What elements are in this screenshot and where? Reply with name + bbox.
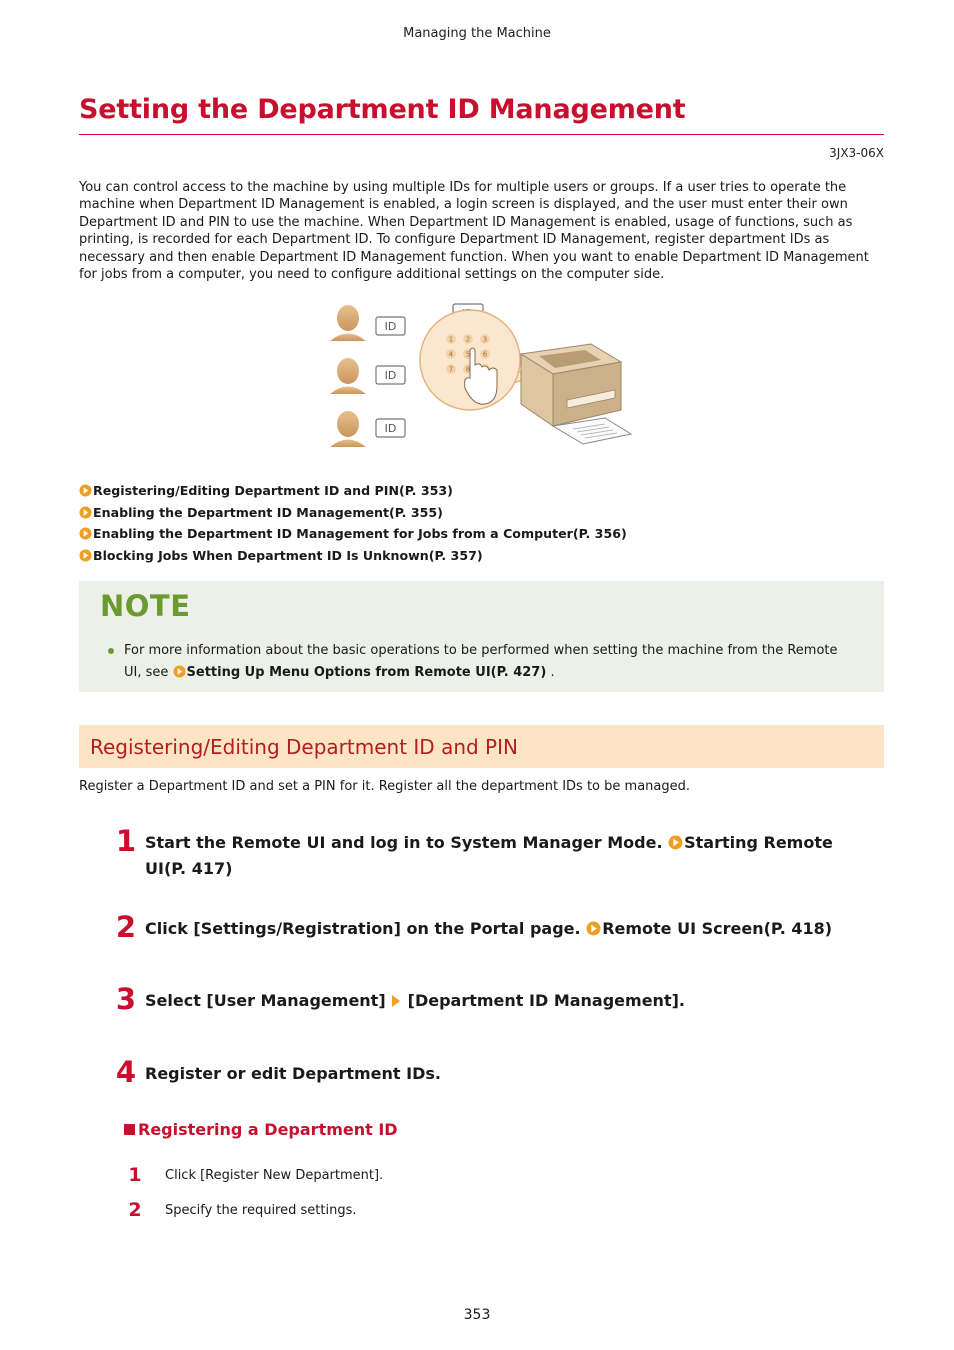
link-label[interactable]: Registering/Editing Department ID and PIN(P. 353) [93, 483, 453, 499]
note-link-remote-ui-menu[interactable]: Setting Up Menu Options from Remote UI(P. 427) [186, 665, 547, 680]
note-body: For more information about the basic operations to be performed when setting the machine from the Remote UI, see [124, 643, 838, 680]
id-badge-label: ID [384, 422, 397, 435]
document-id: 3JX3-06X [829, 146, 884, 160]
department-id-illustration [325, 298, 635, 453]
note-trailing: . [550, 665, 555, 680]
link-label[interactable]: Enabling the Department ID Management(P. 355) [93, 504, 443, 520]
step-text [145, 830, 835, 882]
link-arrow-icon [173, 665, 186, 678]
subsection-heading [124, 1120, 398, 1139]
link-blocking-jobs[interactable] [79, 545, 627, 567]
subsection-title: Registering a Department ID [138, 1120, 398, 1139]
link-label[interactable]: Enabling the Department ID Management for Jobs from a Computer(P. 356) [93, 526, 627, 542]
link-arrow-icon [586, 921, 601, 936]
link-arrow-icon [79, 527, 92, 540]
square-bullet-icon [124, 1124, 135, 1135]
step-text [145, 988, 835, 1014]
bullet-icon [108, 648, 114, 654]
note-text [124, 640, 844, 684]
note-title: NOTE [100, 589, 191, 623]
link-registering-department-id[interactable] [79, 480, 627, 502]
running-header: Managing the Machine [403, 26, 551, 41]
step-text: Register or edit Department IDs. [145, 1064, 441, 1083]
step-text [145, 916, 835, 942]
step-number: 3 [115, 982, 137, 1016]
svg-text:8: 8 [465, 365, 471, 374]
step-number: 4 [115, 1055, 137, 1089]
link-enabling-jobs-from-computer[interactable] [79, 523, 627, 545]
step-number: 2 [115, 910, 137, 944]
svg-text:2: 2 [465, 335, 471, 344]
link-label[interactable]: Blocking Jobs When Department ID Is Unknown(P. 357) [93, 547, 483, 563]
menu-path-arrow-icon [392, 995, 400, 1007]
svg-text:3: 3 [482, 335, 488, 344]
svg-text:4: 4 [448, 350, 454, 359]
id-badge-icon [376, 317, 405, 335]
note-box [79, 581, 884, 692]
section-band [79, 725, 884, 768]
link-arrow-icon [668, 835, 683, 850]
link-enabling-department-id[interactable] [79, 502, 627, 524]
link-arrow-icon [79, 484, 92, 497]
svg-text:6: 6 [482, 350, 488, 359]
printer-icon [521, 344, 631, 444]
substep-number: 2 [128, 1199, 142, 1221]
user-icon [330, 411, 366, 447]
page-number: 353 [463, 1307, 491, 1323]
substep-text: Click [Register New Department]. [165, 1168, 384, 1183]
link-arrow-icon [79, 549, 92, 562]
svg-text:1: 1 [448, 335, 454, 344]
substep-number: 1 [128, 1164, 142, 1186]
cross-reference-links [79, 480, 627, 566]
keypad-bubble-icon [420, 310, 533, 410]
svg-text:5: 5 [465, 350, 471, 359]
id-badge-label: ID [384, 369, 397, 382]
svg-text:7: 7 [448, 365, 454, 374]
id-badge-label: ID [384, 320, 397, 333]
page-title: Setting the Department ID Management [79, 94, 686, 125]
section-heading: Registering/Editing Department ID and PIN [90, 735, 518, 759]
step-number: 1 [115, 824, 137, 858]
user-icon [330, 358, 366, 394]
section-intro: Register a Department ID and set a PIN for it. Register all the department IDs to be managed. [79, 779, 690, 794]
intro-paragraph: You can control access to the machine by using multiple IDs for multiple users or groups. If a user tries to operate the machine when Department ID Management is enabled, a login screen is displayed, and the user must enter their own Department ID and PIN to use the machine. When Department ID Management is enabled, usage of functions, such as printing, is recorded for each Department ID. To configure Department ID Management, register department IDs as necessary and then enable Department ID Management function. When you want to enable Department ID Management for jobs from a computer, you need to configure additional settings on the computer side. [79, 180, 869, 283]
title-divider [79, 134, 884, 135]
id-badge-icon [376, 366, 405, 384]
id-badge-icon [376, 419, 405, 437]
step-instruction: Start the Remote UI and log in to System Manager Mode. [145, 833, 663, 852]
step-link-starting-remote-ui[interactable]: Starting Remote UI(P. 417) [145, 833, 833, 878]
step-link-remote-ui-screen[interactable]: Remote UI Screen(P. 418) [602, 919, 833, 938]
user-icon [330, 305, 366, 341]
substep-text: Specify the required settings. [165, 1203, 357, 1218]
step-instruction: Click [Settings/Registration] on the Portal page. [145, 919, 581, 938]
link-arrow-icon [79, 506, 92, 519]
step-instruction: Select [User Management] [145, 991, 386, 1010]
step-instruction-continued: [Department ID Management]. [407, 991, 685, 1010]
